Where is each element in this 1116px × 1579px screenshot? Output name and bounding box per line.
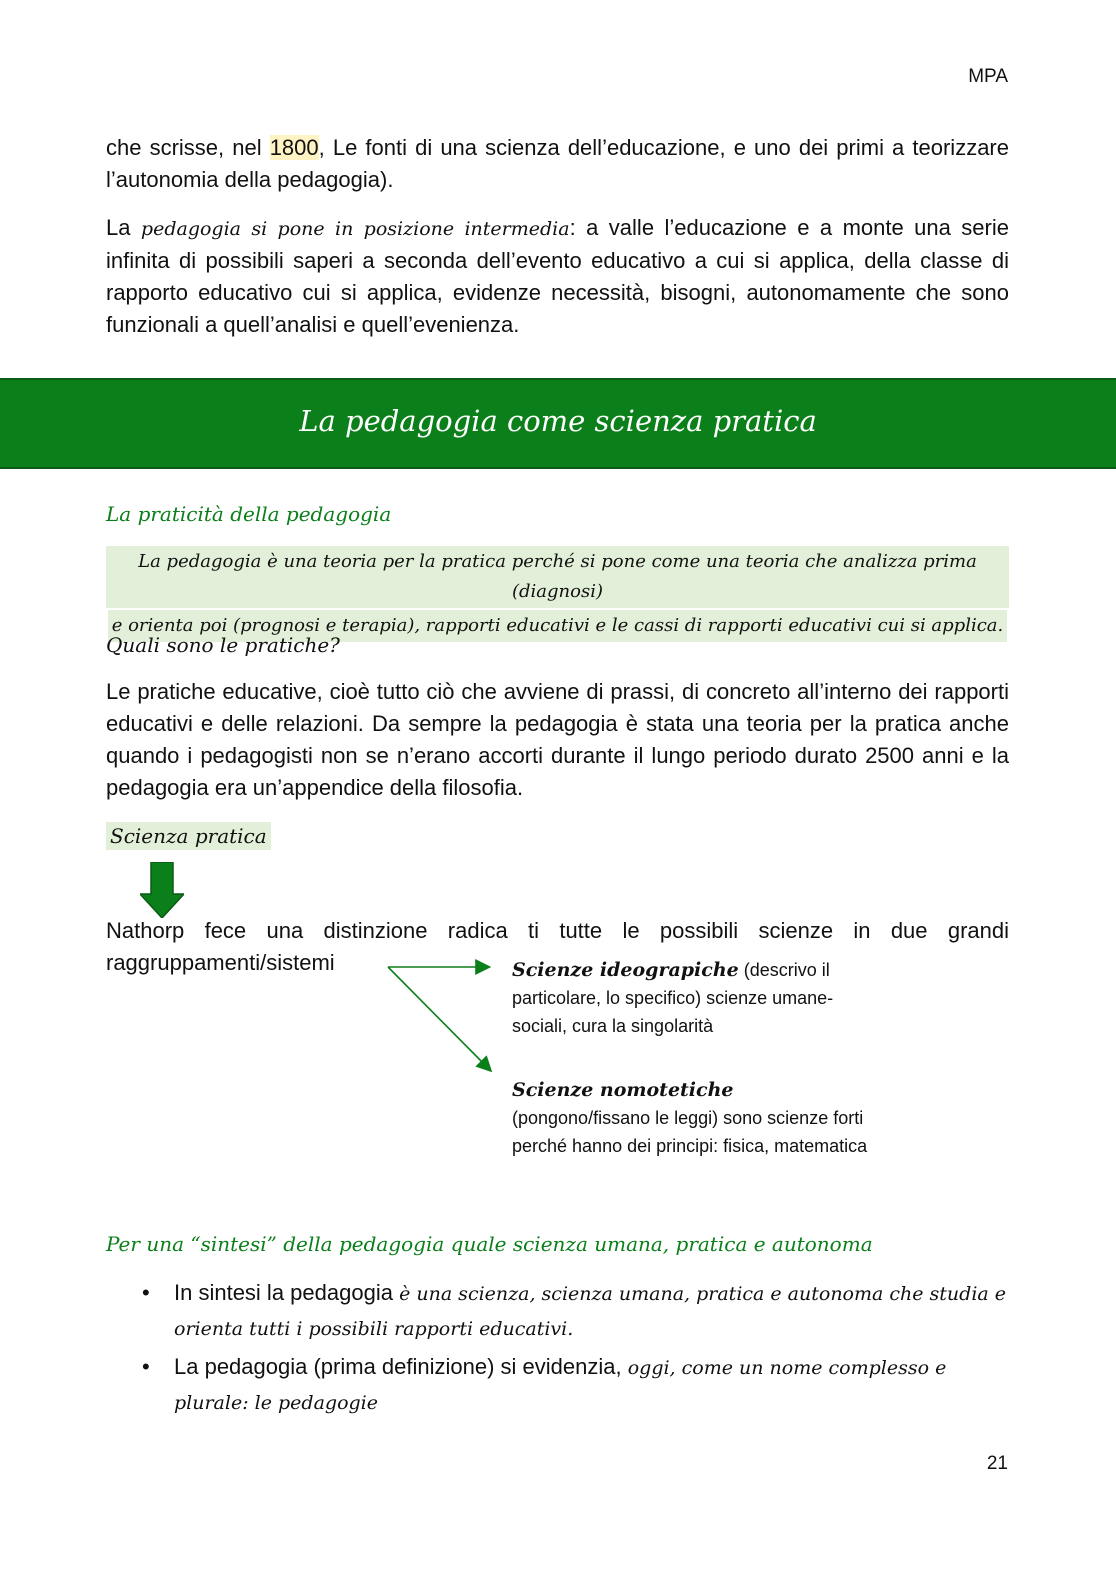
term-nomothetic: Scienze nomotetiche <box>512 1079 734 1101</box>
highlighted-year: 1800 <box>269 135 319 160</box>
desc-ideographic: (descrivo il particolare, lo specifico) scienze umane-sociali, cura la singolarità <box>512 960 834 1036</box>
scienza-pratica-label: Scienza pratica <box>106 822 271 850</box>
branch-ideographic <box>512 956 872 1040</box>
section-heading-sintesi: Per una “sintesi” della pedagogia quale scienza umana, pratica e autonoma <box>106 1232 873 1256</box>
list-item <box>106 1276 1009 1346</box>
arrow-down-icon <box>140 862 184 918</box>
definition-line-2: e orienta poi (prognosi e terapia), rapporti educativi e le cassi di rapporti educativi cui si applica. <box>108 610 1008 642</box>
bullet-handwritten: è una scienza, scienza umana, pratica e autonoma che studia e orienta tutti i possibili rapporti educativi. <box>174 1283 1007 1340</box>
highlighted-definition <box>106 546 1009 644</box>
paragraph-2-rest: : a valle l’educazione e a monte una serie infinita di possibili saperi a seconda dell’evento educativo a cui si applica, della classe di rapporto educativo cui si applica, evidenze necessità, bisogni, autonomamente che sono funzionali a quell’analisi e quell’evenienza. <box>106 215 1009 337</box>
bullet-prefix: In sintesi la pedagogia <box>174 1280 400 1305</box>
page-number: 21 <box>986 1453 1008 1474</box>
bullet-dot: • <box>142 1354 150 1379</box>
bullet-dot: • <box>142 1280 150 1305</box>
bullet-handwritten: oggi, come un nome complesso e plurale: le pedagogie <box>174 1357 947 1414</box>
branch-arrows-icon <box>380 955 505 1080</box>
banner-title: La pedagogia come scienza pratica <box>299 404 817 438</box>
definition-line-1: La pedagogia è una teoria per la pratica perché si pone come una teoria che analizza prima (diagnosi) <box>106 546 1009 608</box>
question-heading: Quali sono le pratiche? <box>106 633 340 657</box>
section-banner <box>0 378 1116 469</box>
section-heading-praticita: La praticità della pedagogia <box>106 502 392 526</box>
paragraph-2 <box>106 212 1009 341</box>
paragraph-1 <box>106 132 1009 196</box>
paragraph-4: Nathorp fece una distinzione radica ti tutte le possibili scienze in due grandi raggruppamenti/sistemi <box>106 918 1009 975</box>
paragraph-1-before: che scrisse, nel <box>106 135 270 160</box>
summary-list <box>106 1276 1009 1424</box>
paragraph-1-after: , Le fonti di una scienza dell’educazione, e uno dei primi a teorizzare l’autonomia della pedagogia). <box>106 135 1009 192</box>
term-ideographic: Scienze ideograpiche <box>512 959 739 981</box>
list-item <box>106 1350 1009 1420</box>
paragraph-3: Le pratiche educative, cioè tutto ciò che avviene di prassi, di concreto all’interno dei rapporti educativi e delle relazioni. Da sempre la pedagogia è stata una teoria per la pratica anche quando i pedagogisti non se n’erano accorti durante il lungo periodo durato 2500 anni e la pedagogia era un’appendice della filosofia. <box>106 679 1009 800</box>
bullet-prefix: La pedagogia (prima definizione) si evidenzia, <box>174 1354 628 1379</box>
branch-nomothetic <box>512 1076 872 1160</box>
header-code: MPA <box>968 66 1008 87</box>
paragraph-2-lead-handwritten: pedagogia si pone in posizione intermedia <box>140 218 570 240</box>
desc-nomothetic: (pongono/fissano le leggi) sono scienze forti perché hanno dei principi: fisica, matematica <box>512 1108 868 1156</box>
paragraph-2-lead-prefix: La <box>106 215 141 240</box>
